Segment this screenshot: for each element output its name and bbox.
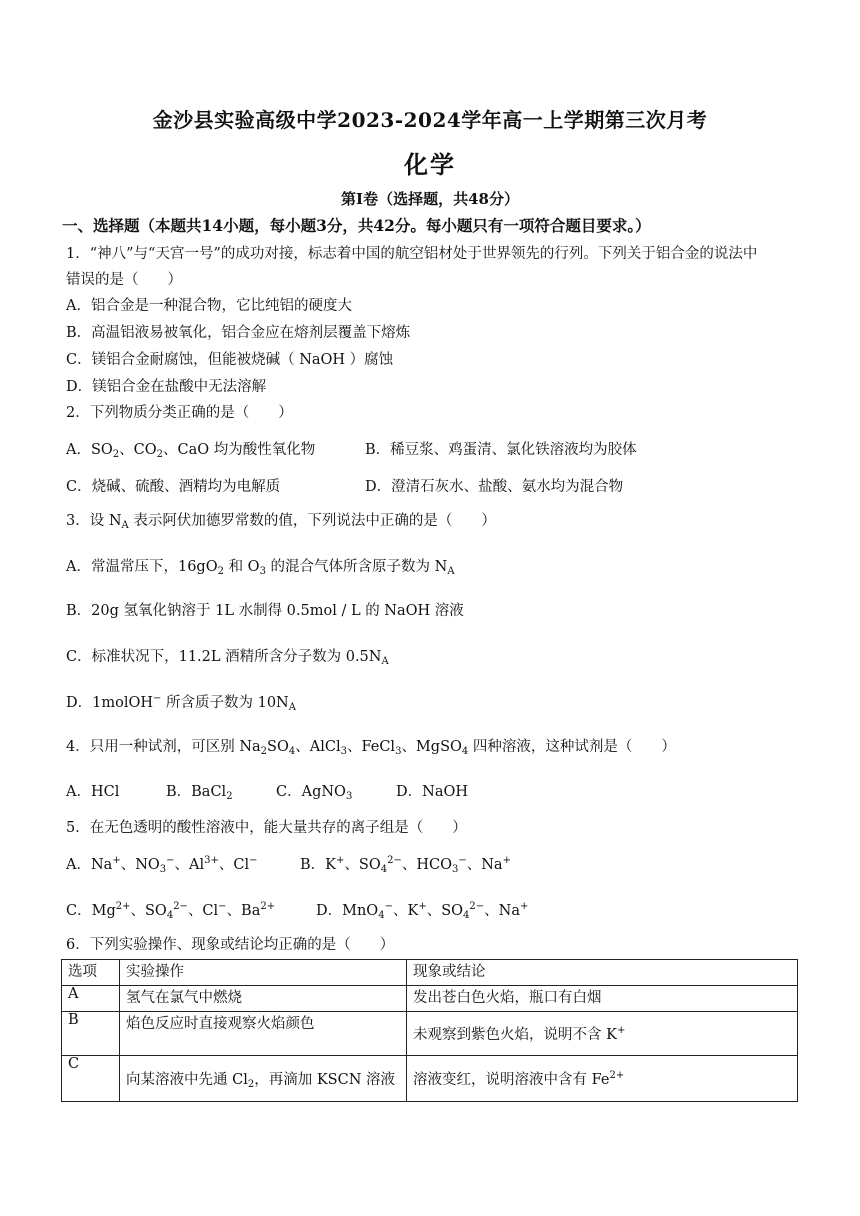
q6-stem: 6．下列实验操作、现象或结论均正确的是（ ） bbox=[66, 937, 395, 953]
section-heading: 一、选择题（本题共14小题，每小题3分，共42分。每小题只有一项符合题目要求。） bbox=[62, 216, 651, 235]
header-result: 现象或结论 bbox=[407, 960, 798, 986]
q1-stem-line1: 1．“神八”与“天宫一号”的成功对接，标志着中国的航空铝材处于世界领先的行列。下列关于铝合金的说法中 bbox=[66, 246, 758, 262]
row-a-label: A bbox=[62, 986, 120, 1012]
q5-stem: 5．在无色透明的酸性溶液中，能大量共存的离子组是（ ） bbox=[66, 820, 467, 836]
q4-option-b: B．BaCl$_2$ bbox=[166, 784, 233, 802]
subject-title: 化学 bbox=[404, 150, 456, 179]
q5-option-c: C．$Mg^{2+}$、$SO_4^{2-}$、Cl−、$Ba^{2+}$ bbox=[66, 901, 276, 921]
q5-option-b: B．K+、$SO_4^{2-}$、$HCO_3^-$、Na+ bbox=[300, 855, 511, 875]
table-row bbox=[62, 1056, 798, 1102]
q4-option-c: C．AgNO$_3$ bbox=[276, 784, 353, 802]
q3-option-c: C．标准状况下，11.2L 酒精所含分子数为 $0.5N_A$ bbox=[66, 649, 389, 667]
q5-option-a: A．Na+、$NO_3^-$、$Al^{3+}$、Cl− bbox=[66, 855, 258, 875]
row-c-label: C bbox=[62, 1056, 120, 1102]
q3-option-a: A．常温常压下，$16gO_2$ 和 $O_3$ 的混合气体所含原子数为 $N_A$ bbox=[66, 559, 455, 577]
q4-option-d: D．NaOH bbox=[396, 784, 468, 800]
row-a-result: 发出苍白色火焰，瓶口有白烟 bbox=[407, 986, 798, 1012]
q1-stem-line2: 错误的是（ ） bbox=[66, 272, 182, 288]
header-option: 选项 bbox=[62, 960, 120, 986]
q4-options bbox=[66, 782, 468, 802]
q1-option-d: D．镁铝合金在盐酸中无法溶解 bbox=[66, 379, 267, 395]
table-row bbox=[62, 986, 798, 1012]
row-c-result: 溶液变红，说明溶液中含有 $Fe^{2+}$ bbox=[407, 1056, 798, 1102]
header-operation: 实验操作 bbox=[120, 960, 407, 986]
q3-stem: 3．设 $N_A$ 表示阿伏加德罗常数的值，下列说法中正确的是（ ） bbox=[66, 513, 496, 531]
row-c-operation: 向某溶液中先通 $Cl_2$，再滴加 KSCN 溶液 bbox=[120, 1056, 407, 1102]
q2-option-a: A．$SO_2$、$CO_2$、CaO 均为酸性氧化物 bbox=[66, 442, 316, 460]
row-a-operation: 氢气在氯气中燃烧 bbox=[120, 986, 407, 1012]
q1-option-a: A．铝合金是一种混合物，它比纯铝的硬度大 bbox=[66, 298, 352, 314]
q2-option-c: C．烧碱、硫酸、酒精均为电解质 bbox=[66, 479, 281, 495]
q3-option-b: B．20g 氢氧化钠溶于 1L 水制得 0.5mol / L 的 NaOH 溶液 bbox=[66, 603, 464, 619]
q5-option-d: D．MnO$_4$−、K+、$SO_4^{2-}$、Na+ bbox=[316, 901, 529, 921]
row-b-label: B bbox=[62, 1012, 120, 1056]
q4-stem: 4．只用一种试剂，可区别 $Na_2SO_4$、AlCl$_3$、FeCl$_3$、MgSO$_4$ 四种溶液，这种试剂是（ ） bbox=[66, 739, 676, 757]
part-title: 第Ⅰ卷（选择题，共48分） bbox=[341, 190, 519, 208]
q1-option-b: B．高温铝液易被氧化，铝合金应在熔剂层覆盖下熔炼 bbox=[66, 325, 411, 341]
row-b-result: 未观察到紫色火焰，说明不含 K+ bbox=[407, 1012, 798, 1056]
q2-option-b: B．稀豆浆、鸡蛋清、氯化铁溶液均为胶体 bbox=[365, 442, 637, 458]
row-b-operation: 焰色反应时直接观察火焰颜色 bbox=[120, 1012, 407, 1056]
q1-option-c: C．镁铝合金耐腐蚀，但能被烧碱（ NaOH ）腐蚀 bbox=[66, 352, 394, 368]
table-row bbox=[62, 1012, 798, 1056]
q3-option-d: D．1molOH− 所含质子数为 $10N_A$ bbox=[66, 693, 296, 713]
experiment-table bbox=[61, 959, 798, 1102]
q2-stem: 2．下列物质分类正确的是（ ） bbox=[66, 405, 293, 421]
q4-option-a: A．HCl bbox=[66, 784, 120, 800]
exam-title: 金沙县实验高级中学2023-2024学年高一上学期第三次月考 bbox=[152, 108, 708, 132]
table-header-row bbox=[62, 960, 798, 986]
q2-option-d: D．澄清石灰水、盐酸、氨水均为混合物 bbox=[365, 479, 624, 495]
